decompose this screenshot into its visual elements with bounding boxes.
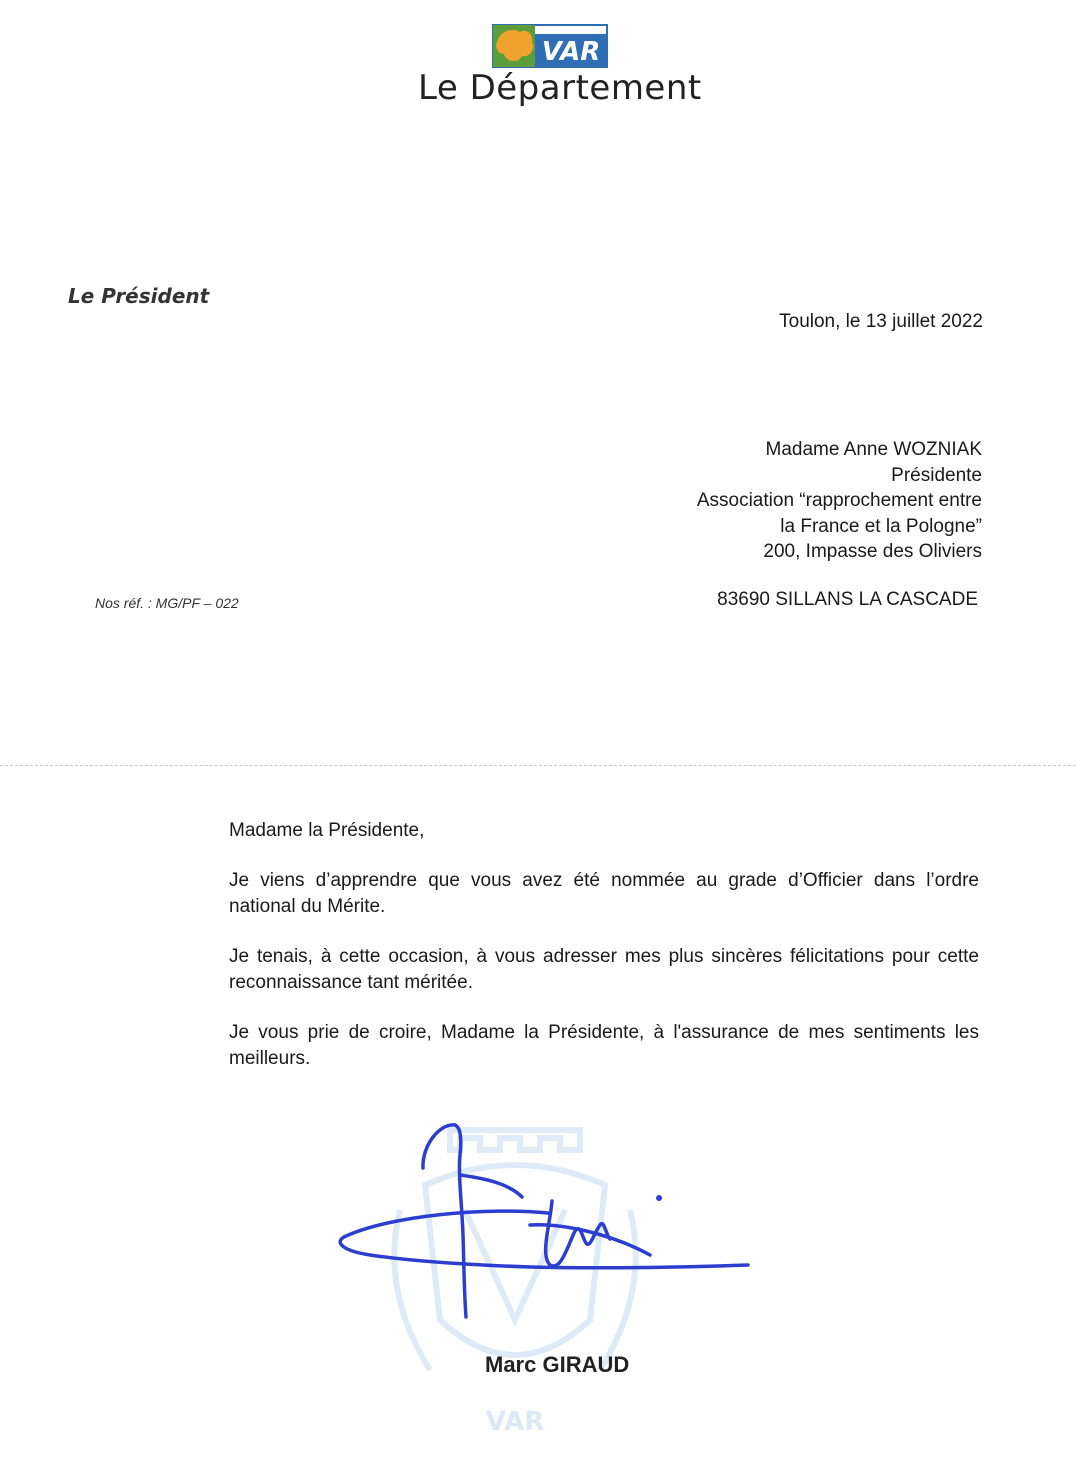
paragraph: Je viens d’apprendre que vous avez été nommée au grade d’Officier dans l’ordre national du Mérite. bbox=[229, 870, 979, 917]
recipient-org-line2: la France et la Pologne” bbox=[780, 515, 982, 537]
letter-body bbox=[229, 818, 979, 1096]
fold-line bbox=[0, 765, 1076, 766]
stamp-text: VAR bbox=[485, 1407, 545, 1437]
date-line: Toulon, le 13 juillet 2022 bbox=[779, 311, 983, 332]
recipient-postcode-city: 83690 SILLANS LA CASCADE bbox=[717, 589, 978, 610]
recipient-street: 200, Impasse des Oliviers bbox=[763, 541, 982, 562]
recipient-title: Présidente bbox=[891, 464, 982, 486]
recipient-name: Madame Anne WOZNIAK bbox=[765, 439, 982, 460]
department-title: Le Département bbox=[418, 68, 702, 108]
handwritten-signature bbox=[330, 1115, 760, 1330]
logo-text: VAR bbox=[541, 37, 601, 67]
paragraph: Je tenais, à cette occasion, à vous adresser mes plus sincères félicitations pour cette reconnaissance tant méritée. bbox=[229, 946, 979, 993]
salutation: Madame la Présidente, bbox=[229, 820, 425, 841]
reference: Nos réf. : MG/PF – 022 bbox=[95, 595, 239, 611]
paragraph: Je vous prie de croire, Madame la Présidente, à l'assurance de mes sentiments les meilleurs. bbox=[229, 1022, 979, 1069]
recipient-address bbox=[697, 437, 982, 565]
signatory-name: Marc GIRAUD bbox=[485, 1352, 630, 1377]
recipient-org-line1: Association “rapprochement entre bbox=[696, 490, 982, 511]
var-department-logo bbox=[492, 24, 608, 68]
sender-title: Le Président bbox=[68, 284, 210, 308]
